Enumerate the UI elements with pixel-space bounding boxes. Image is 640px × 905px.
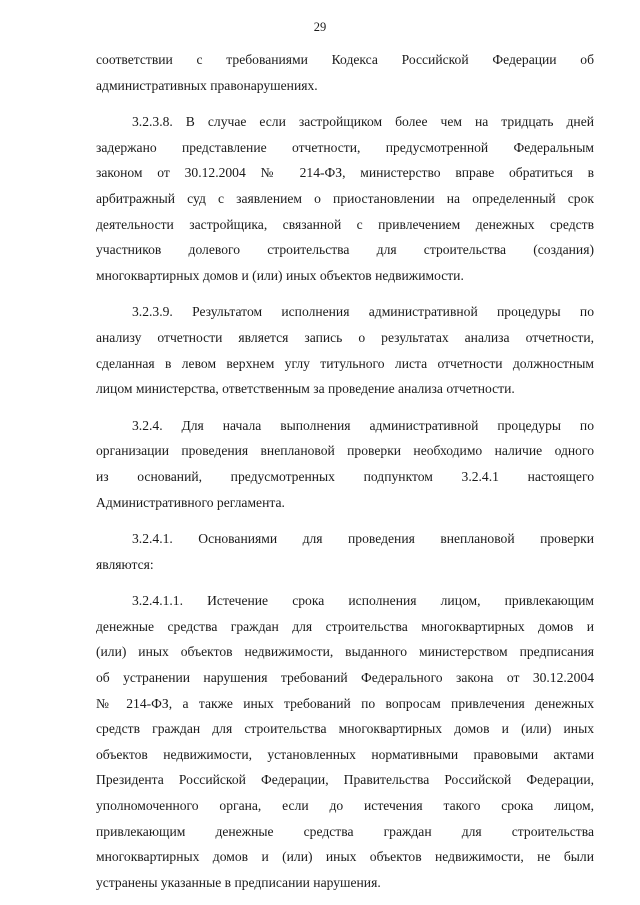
text-line: арбитражный суд с заявлением о приостановлении на определенный срок	[96, 190, 594, 206]
text-line: (или) иных объектов недвижимости, выданного министерством предписания	[96, 644, 594, 660]
text-line: участников долевого строительства для строительства (создания)	[96, 242, 594, 258]
text-line: организации проведения внеплановой проверки необходимо наличие одного	[96, 443, 594, 459]
text-line: устранены указанные в предписании нарушения.	[96, 874, 381, 890]
text-line: Президента Российской Федерации, Правительства Российской Федерации,	[96, 772, 594, 788]
text-line: средств граждан для строительства многоквартирных домов и (или) иных	[96, 721, 594, 737]
text-line: привлекающим денежные средства граждан для строительства	[96, 823, 594, 839]
text-line: лицом министерства, ответственным за проведение анализа отчетности.	[96, 381, 515, 397]
text-line: соответствии с требованиями Кодекса Российской Федерации об	[96, 52, 594, 67]
text-line: уполномоченного органа, если до истечения такого срока лицом,	[96, 798, 594, 814]
text-line: № 214-ФЗ, а также иных требований по вопросам привлечения денежных	[96, 695, 594, 711]
text-line: многоквартирных домов и (или) иных объектов недвижимости.	[96, 267, 464, 283]
paragraph-p2	[96, 299, 594, 401]
document-body	[96, 47, 594, 895]
text-line: 3.2.4.1.1. Истечение срока исполнения лицом, привлекающим	[132, 593, 594, 609]
text-line: многоквартирных домов и (или) иных объектов недвижимости, не были	[96, 849, 594, 865]
text-line: об устранении нарушения требований Федерального закона от 30.12.2004	[96, 670, 594, 686]
text-line: задержано представление отчетности, предусмотренной Федеральным	[96, 139, 594, 155]
paragraph-p0	[96, 47, 594, 98]
text-line: являются:	[96, 556, 154, 572]
text-line: денежные средства граждан для строительства многоквартирных домов и	[96, 618, 594, 634]
paragraph-p1	[96, 109, 594, 288]
text-line: 3.2.3.9. Результатом исполнения административной процедуры по	[132, 304, 594, 320]
text-line: 3.2.3.8. В случае если застройщиком более чем на тридцать дней	[132, 114, 594, 130]
paragraph-p4	[96, 526, 594, 577]
text-line: анализу отчетности является запись о результатах анализа отчетности,	[96, 329, 594, 345]
text-line: Административного регламента.	[96, 494, 285, 510]
text-line: законом от 30.12.2004 № 214-ФЗ, министерство вправе обратиться в	[96, 165, 594, 181]
page-number: 29	[313, 20, 327, 34]
text-line: объектов недвижимости, установленных нормативными правовыми актами	[96, 746, 594, 762]
paragraph-p3	[96, 413, 594, 515]
text-line: 3.2.4. Для начала выполнения административной процедуры по	[132, 417, 594, 433]
text-line: административных правонарушениях.	[96, 77, 318, 93]
text-line: из оснований, предусмотренных подпунктом 3.2.4.1 настоящего	[96, 468, 594, 484]
text-line: сделанная в левом верхнем углу титульного листа отчетности должностным	[96, 355, 594, 371]
text-line: 3.2.4.1. Основаниями для проведения внеплановой проверки	[132, 531, 594, 547]
text-line: деятельности застройщика, связанной с привлечением денежных средств	[96, 216, 594, 232]
paragraph-p5	[96, 588, 594, 895]
